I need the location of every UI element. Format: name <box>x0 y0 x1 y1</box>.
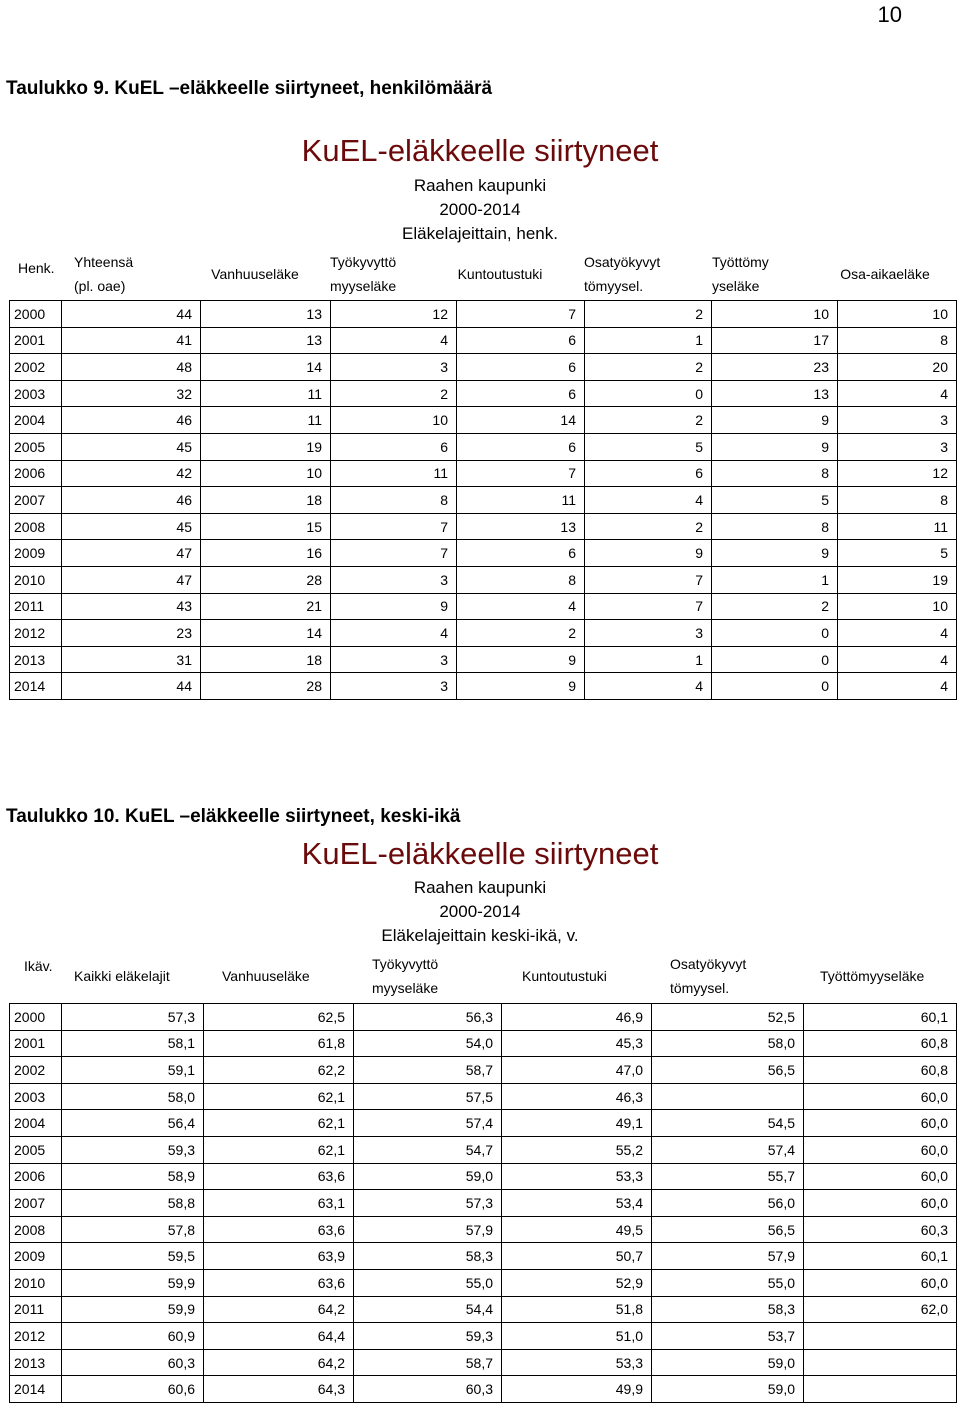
data-cell: 51,0 <box>502 1323 652 1350</box>
data-cell: 4 <box>331 327 457 354</box>
data-cell: 7 <box>585 593 712 620</box>
data-cell: 4 <box>585 673 712 700</box>
data-cell: 45 <box>62 513 201 540</box>
data-cell: 43 <box>62 593 201 620</box>
data-cell: 23 <box>712 354 838 381</box>
data-cell: 28 <box>201 673 331 700</box>
data-cell: 11 <box>201 380 331 407</box>
data-cell: 58,7 <box>354 1057 502 1084</box>
data-cell: 59,0 <box>652 1349 804 1376</box>
table-row <box>10 620 957 647</box>
data-cell: 9 <box>585 540 712 567</box>
data-cell: 62,1 <box>204 1136 354 1163</box>
data-cell: 2 <box>457 620 585 647</box>
table10-header-rehab: Kuntoutustuki <box>522 968 607 984</box>
data-cell: 12 <box>838 460 957 487</box>
data-cell: 5 <box>585 433 712 460</box>
table-row <box>10 1057 957 1084</box>
data-cell: 60,0 <box>804 1190 957 1217</box>
data-cell: 14 <box>201 620 331 647</box>
table-row <box>10 487 957 514</box>
table-row <box>10 513 957 540</box>
row-year-cell: 2014 <box>10 673 62 700</box>
table-row <box>10 1004 957 1031</box>
data-cell: 9 <box>712 540 838 567</box>
data-cell: 8 <box>838 327 957 354</box>
table-row <box>10 1136 957 1163</box>
data-cell: 46,9 <box>502 1004 652 1031</box>
header-line: myyseläke <box>330 278 397 294</box>
data-cell: 7 <box>457 301 585 328</box>
data-cell: 2 <box>585 301 712 328</box>
data-cell: 62,2 <box>204 1057 354 1084</box>
data-cell: 49,5 <box>502 1216 652 1243</box>
data-cell: 59,1 <box>62 1057 204 1084</box>
row-year-cell: 2002 <box>10 1057 62 1084</box>
row-year-cell: 2003 <box>10 380 62 407</box>
data-cell: 8 <box>838 487 957 514</box>
table-row <box>10 593 957 620</box>
data-cell: 63,1 <box>204 1190 354 1217</box>
data-cell: 11 <box>331 460 457 487</box>
data-cell: 18 <box>201 646 331 673</box>
data-cell: 0 <box>712 620 838 647</box>
data-cell: 57,9 <box>652 1243 804 1270</box>
row-year-cell: 2008 <box>10 1216 62 1243</box>
data-cell: 53,3 <box>502 1163 652 1190</box>
table-row <box>10 1376 957 1403</box>
row-year-cell: 2005 <box>10 1136 62 1163</box>
table10-body <box>9 1003 957 1403</box>
data-cell: 6 <box>457 380 585 407</box>
data-cell: 2 <box>585 354 712 381</box>
table-row <box>10 1349 957 1376</box>
table-row <box>10 327 957 354</box>
data-cell: 55,2 <box>502 1136 652 1163</box>
data-cell: 8 <box>331 487 457 514</box>
table-row <box>10 1296 957 1323</box>
data-cell: 57,4 <box>354 1110 502 1137</box>
table-row <box>10 354 957 381</box>
row-year-cell: 2011 <box>10 1296 62 1323</box>
data-cell: 56,4 <box>62 1110 204 1137</box>
data-cell: 9 <box>331 593 457 620</box>
row-year-cell: 2009 <box>10 1243 62 1270</box>
table9-header-part-time: Osa-aikaeläke <box>840 266 930 282</box>
data-cell: 6 <box>585 460 712 487</box>
data-cell: 53,3 <box>502 1349 652 1376</box>
row-year-cell: 2006 <box>10 1163 62 1190</box>
row-year-cell: 2002 <box>10 354 62 381</box>
data-cell: 4 <box>457 593 585 620</box>
row-year-cell: 2013 <box>10 646 62 673</box>
data-cell: 62,1 <box>204 1110 354 1137</box>
data-cell: 4 <box>838 620 957 647</box>
table-row <box>10 1110 957 1137</box>
data-cell: 60,3 <box>62 1349 204 1376</box>
data-cell: 63,9 <box>204 1243 354 1270</box>
data-cell: 47 <box>62 540 201 567</box>
data-cell: 57,3 <box>62 1004 204 1031</box>
header-line: myyseläke <box>372 980 439 996</box>
data-cell: 59,3 <box>354 1323 502 1350</box>
data-cell: 13 <box>201 327 331 354</box>
data-cell: 49,1 <box>502 1110 652 1137</box>
data-cell: 11 <box>457 487 585 514</box>
data-cell: 47 <box>62 566 201 593</box>
data-cell: 45,3 <box>502 1030 652 1057</box>
data-cell: 3 <box>331 354 457 381</box>
data-cell: 14 <box>201 354 331 381</box>
data-cell: 3 <box>331 673 457 700</box>
data-cell: 58,0 <box>62 1083 204 1110</box>
data-cell: 6 <box>457 354 585 381</box>
table-row <box>10 1243 957 1270</box>
data-cell: 63,6 <box>204 1216 354 1243</box>
table9-title: KuEL-eläkkeelle siirtyneet <box>301 133 659 168</box>
row-year-cell: 2013 <box>10 1349 62 1376</box>
table-row <box>10 301 957 328</box>
data-cell: 0 <box>585 380 712 407</box>
table10-header-year: Ikäv. <box>24 958 53 974</box>
table-row <box>10 540 957 567</box>
data-cell: 7 <box>331 540 457 567</box>
row-year-cell: 2001 <box>10 1030 62 1057</box>
table9-header-old-age: Vanhuuseläke <box>211 266 299 282</box>
table9-header-disability <box>330 250 396 298</box>
header-line: (pl. oae) <box>74 278 126 294</box>
table-row <box>10 1030 957 1057</box>
data-cell: 46 <box>62 487 201 514</box>
data-cell: 2 <box>585 407 712 434</box>
header-line: Työkyvyttö <box>330 254 397 270</box>
data-cell: 58,3 <box>652 1296 804 1323</box>
table-row <box>10 380 957 407</box>
table10-header-disability <box>372 952 438 1000</box>
data-cell: 15 <box>201 513 331 540</box>
data-cell <box>804 1349 957 1376</box>
data-cell: 10 <box>201 460 331 487</box>
data-cell: 12 <box>331 301 457 328</box>
data-cell: 4 <box>838 646 957 673</box>
data-cell: 60,3 <box>804 1216 957 1243</box>
header-line: Osatyökyvyt <box>584 254 661 270</box>
data-cell: 8 <box>712 513 838 540</box>
data-cell: 9 <box>712 407 838 434</box>
data-cell: 10 <box>838 301 957 328</box>
row-year-cell: 2014 <box>10 1376 62 1403</box>
data-cell: 46 <box>62 407 201 434</box>
data-cell: 5 <box>838 540 957 567</box>
data-cell: 62,5 <box>204 1004 354 1031</box>
data-cell: 60,0 <box>804 1110 957 1137</box>
data-cell: 58,1 <box>62 1030 204 1057</box>
row-year-cell: 2009 <box>10 540 62 567</box>
table-row <box>10 673 957 700</box>
data-cell: 9 <box>457 673 585 700</box>
data-cell: 55,0 <box>652 1269 804 1296</box>
data-cell: 0 <box>712 646 838 673</box>
data-cell: 42 <box>62 460 201 487</box>
data-cell: 57,5 <box>354 1083 502 1110</box>
data-cell: 54,4 <box>354 1296 502 1323</box>
page-number: 10 <box>877 2 902 27</box>
data-cell: 59,0 <box>652 1376 804 1403</box>
data-cell: 44 <box>62 673 201 700</box>
table10-caption: Taulukko 10. KuEL –eläkkeelle siirtyneet, keski-ikä <box>6 806 461 827</box>
data-cell: 64,2 <box>204 1349 354 1376</box>
table9-header-rehab: Kuntoutustuki <box>457 266 543 282</box>
table10-header-all: Kaikki eläkelajit <box>74 968 170 984</box>
table10-header-old-age: Vanhuuseläke <box>222 968 310 984</box>
data-cell: 59,5 <box>62 1243 204 1270</box>
data-cell: 6 <box>457 433 585 460</box>
row-year-cell: 2006 <box>10 460 62 487</box>
data-cell: 19 <box>201 433 331 460</box>
data-cell: 58,8 <box>62 1190 204 1217</box>
data-cell: 44 <box>62 301 201 328</box>
data-cell: 9 <box>712 433 838 460</box>
table10-subtitle-city: Raahen kaupunki <box>413 878 547 897</box>
data-cell: 10 <box>712 301 838 328</box>
data-cell: 57,9 <box>354 1216 502 1243</box>
row-year-cell: 2007 <box>10 1190 62 1217</box>
data-cell: 28 <box>201 566 331 593</box>
data-cell: 52,5 <box>652 1004 804 1031</box>
row-year-cell: 2000 <box>10 301 62 328</box>
data-cell: 5 <box>712 487 838 514</box>
row-year-cell: 2010 <box>10 566 62 593</box>
table9-header-unemployment <box>712 250 769 298</box>
data-cell: 61,8 <box>204 1030 354 1057</box>
table9-body <box>9 300 957 700</box>
data-cell: 7 <box>585 566 712 593</box>
header-line: Työttömy <box>712 254 769 270</box>
data-cell: 62,0 <box>804 1296 957 1323</box>
data-cell: 13 <box>712 380 838 407</box>
table-row <box>10 407 957 434</box>
data-cell: 56,3 <box>354 1004 502 1031</box>
data-cell: 16 <box>201 540 331 567</box>
table9-caption: Taulukko 9. KuEL –eläkkeelle siirtyneet, henkilömäärä <box>6 78 493 99</box>
data-cell <box>804 1376 957 1403</box>
data-cell: 52,9 <box>502 1269 652 1296</box>
data-cell: 20 <box>838 354 957 381</box>
data-cell: 8 <box>457 566 585 593</box>
table9-header-total <box>74 250 133 298</box>
data-cell: 23 <box>62 620 201 647</box>
data-cell: 1 <box>585 646 712 673</box>
table-row <box>10 1323 957 1350</box>
data-cell: 4 <box>838 380 957 407</box>
data-cell: 17 <box>712 327 838 354</box>
data-cell: 57,4 <box>652 1136 804 1163</box>
data-cell: 63,6 <box>204 1269 354 1296</box>
data-cell: 60,1 <box>804 1243 957 1270</box>
data-cell: 60,9 <box>62 1323 204 1350</box>
data-cell: 60,0 <box>804 1269 957 1296</box>
data-cell: 64,4 <box>204 1323 354 1350</box>
table-row <box>10 566 957 593</box>
data-cell: 59,9 <box>62 1269 204 1296</box>
data-cell: 2 <box>712 593 838 620</box>
data-cell: 54,0 <box>354 1030 502 1057</box>
data-cell: 1 <box>585 327 712 354</box>
table-row <box>10 433 957 460</box>
table10-subtitle-years: 2000-2014 <box>439 902 521 921</box>
data-cell: 60,3 <box>354 1376 502 1403</box>
data-cell: 54,7 <box>354 1136 502 1163</box>
data-cell: 1 <box>712 566 838 593</box>
data-cell: 10 <box>838 593 957 620</box>
table-row <box>10 460 957 487</box>
data-cell: 6 <box>457 540 585 567</box>
data-cell: 2 <box>585 513 712 540</box>
data-cell: 60,6 <box>62 1376 204 1403</box>
data-cell: 7 <box>457 460 585 487</box>
data-cell: 57,8 <box>62 1216 204 1243</box>
data-cell: 49,9 <box>502 1376 652 1403</box>
data-cell: 2 <box>331 380 457 407</box>
data-cell: 56,5 <box>652 1057 804 1084</box>
table9-subtitle-city: Raahen kaupunki <box>413 176 547 195</box>
table-row <box>10 1083 957 1110</box>
data-cell: 31 <box>62 646 201 673</box>
row-year-cell: 2011 <box>10 593 62 620</box>
data-cell: 60,8 <box>804 1030 957 1057</box>
data-cell: 64,3 <box>204 1376 354 1403</box>
data-cell: 6 <box>457 327 585 354</box>
data-cell: 50,7 <box>502 1243 652 1270</box>
data-cell: 0 <box>712 673 838 700</box>
table9-header-partial <box>584 250 660 298</box>
data-cell: 11 <box>838 513 957 540</box>
data-cell: 14 <box>457 407 585 434</box>
row-year-cell: 2003 <box>10 1083 62 1110</box>
row-year-cell: 2005 <box>10 433 62 460</box>
data-cell: 53,4 <box>502 1190 652 1217</box>
table-row <box>10 1190 957 1217</box>
data-cell: 55,7 <box>652 1163 804 1190</box>
data-cell: 3 <box>838 407 957 434</box>
data-cell: 41 <box>62 327 201 354</box>
row-year-cell: 2004 <box>10 1110 62 1137</box>
table9-subtitle-years: 2000-2014 <box>439 200 521 219</box>
table-row <box>10 1216 957 1243</box>
data-cell: 19 <box>838 566 957 593</box>
data-cell: 10 <box>331 407 457 434</box>
table10-title: KuEL-eläkkeelle siirtyneet <box>301 836 659 871</box>
data-cell: 7 <box>331 513 457 540</box>
data-cell: 3 <box>838 433 957 460</box>
table10-header-partial <box>670 952 746 1000</box>
data-cell: 9 <box>457 646 585 673</box>
row-year-cell: 2008 <box>10 513 62 540</box>
data-cell: 47,0 <box>502 1057 652 1084</box>
data-cell: 4 <box>331 620 457 647</box>
header-line: Osatyökyvyt <box>670 956 747 972</box>
data-cell: 3 <box>331 566 457 593</box>
table10-subtitle-type: Eläkelajeittain keski-ikä, v. <box>381 926 579 945</box>
data-cell: 8 <box>712 460 838 487</box>
data-cell: 58,9 <box>62 1163 204 1190</box>
data-cell: 13 <box>457 513 585 540</box>
data-cell: 18 <box>201 487 331 514</box>
row-year-cell: 2010 <box>10 1269 62 1296</box>
data-cell: 57,3 <box>354 1190 502 1217</box>
data-cell: 3 <box>331 646 457 673</box>
data-cell: 51,8 <box>502 1296 652 1323</box>
table-row <box>10 646 957 673</box>
table9-header-year: Henk. <box>18 260 55 276</box>
row-year-cell: 2007 <box>10 487 62 514</box>
data-cell: 6 <box>331 433 457 460</box>
data-cell: 60,0 <box>804 1136 957 1163</box>
header-line: yseläke <box>712 278 760 294</box>
data-cell: 63,6 <box>204 1163 354 1190</box>
data-cell: 62,1 <box>204 1083 354 1110</box>
data-cell: 46,3 <box>502 1083 652 1110</box>
data-cell: 54,5 <box>652 1110 804 1137</box>
data-cell: 60,1 <box>804 1004 957 1031</box>
data-cell: 55,0 <box>354 1269 502 1296</box>
table10-header-unemployment: Työttömyyseläke <box>820 968 925 984</box>
row-year-cell: 2012 <box>10 1323 62 1350</box>
data-cell: 3 <box>585 620 712 647</box>
data-cell: 59,9 <box>62 1296 204 1323</box>
data-cell: 59,0 <box>354 1163 502 1190</box>
row-year-cell: 2004 <box>10 407 62 434</box>
data-cell: 21 <box>201 593 331 620</box>
data-cell: 60,8 <box>804 1057 957 1084</box>
header-line: tömyysel. <box>584 278 644 294</box>
header-line: tömyysel. <box>670 980 730 996</box>
data-cell: 11 <box>201 407 331 434</box>
data-cell: 32 <box>62 380 201 407</box>
data-cell: 53,7 <box>652 1323 804 1350</box>
row-year-cell: 2001 <box>10 327 62 354</box>
data-cell <box>652 1083 804 1110</box>
data-cell: 56,5 <box>652 1216 804 1243</box>
data-cell: 59,3 <box>62 1136 204 1163</box>
data-cell: 45 <box>62 433 201 460</box>
header-line: Työkyvyttö <box>372 956 439 972</box>
data-cell: 4 <box>838 673 957 700</box>
data-cell: 13 <box>201 301 331 328</box>
data-cell <box>804 1323 957 1350</box>
data-cell: 60,0 <box>804 1083 957 1110</box>
data-cell: 58,0 <box>652 1030 804 1057</box>
header-line: Yhteensä <box>74 254 134 270</box>
data-cell: 48 <box>62 354 201 381</box>
data-cell: 60,0 <box>804 1163 957 1190</box>
table-row <box>10 1269 957 1296</box>
table9-subtitle-type: Eläkelajeittain, henk. <box>402 224 558 243</box>
table-row <box>10 1163 957 1190</box>
data-cell: 56,0 <box>652 1190 804 1217</box>
row-year-cell: 2000 <box>10 1004 62 1031</box>
data-cell: 58,3 <box>354 1243 502 1270</box>
data-cell: 64,2 <box>204 1296 354 1323</box>
row-year-cell: 2012 <box>10 620 62 647</box>
data-cell: 58,7 <box>354 1349 502 1376</box>
data-cell: 4 <box>585 487 712 514</box>
